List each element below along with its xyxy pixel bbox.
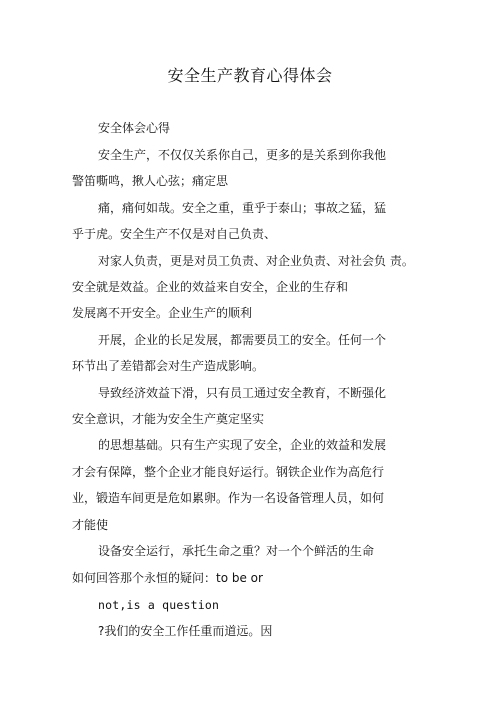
body-line-9: 开展，企业的长足发展，都需要员工的安全。任何一个 (98, 333, 387, 347)
body-line-2: 安全生产，不仅仅关系你自己，更多的是关系到你我他 (98, 148, 387, 162)
body-line-14: 才会有保障，整个企业才能良好运行。钢铁企业作为高危行 (72, 465, 385, 479)
body-line-20: ?我们的安全工作任重而道远。因 (98, 624, 273, 638)
body-line-6: 对家人负责，更是对员工负责、对企业负责、对社会负 责。 (98, 254, 414, 268)
body-line-16: 才能使 (72, 518, 109, 532)
body-line-13: 的思想基础。只有生产实现了安全，企业的效益和发展 (98, 438, 387, 452)
body-line-17: 设备安全运行，承托生命之重？对一个个鲜活的生命 (98, 544, 375, 558)
body-line-11: 导致经济效益下滑，只有员工通过安全教育，不断强化 (98, 386, 387, 400)
body-line-12: 安全意识，才能为安全生产奠定坚实 (72, 412, 265, 426)
body-line-18: 如何回答那个永恒的疑问：to be or (72, 571, 263, 585)
body-line-1: 安全体会心得 (98, 121, 171, 135)
body-line-10: 环节出了差错都会对生产造成影响。 (72, 359, 265, 373)
body-line-19: not,is a question (98, 598, 220, 612)
body-line-15: 业，锻造车间更是危如累卵。作为一名设备管理人员，如何 (72, 491, 385, 505)
document-title: 安全生产教育心得体会 (167, 66, 333, 85)
body-line-8: 发展离不开安全。企业生产的顺利 (72, 306, 253, 320)
body-line-7: 安全就是效益。企业的效益来自安全，企业的生存和 (72, 280, 349, 294)
body-line-4: 痛，痛何如哉。安全之重，重乎于泰山；事故之猛，猛 (98, 201, 387, 215)
body-line-3: 警笛嘶鸣，揪人心弦；痛定思 (72, 174, 229, 188)
body-line-5: 乎于虎。安全生产不仅是对自己负责、 (72, 227, 277, 241)
